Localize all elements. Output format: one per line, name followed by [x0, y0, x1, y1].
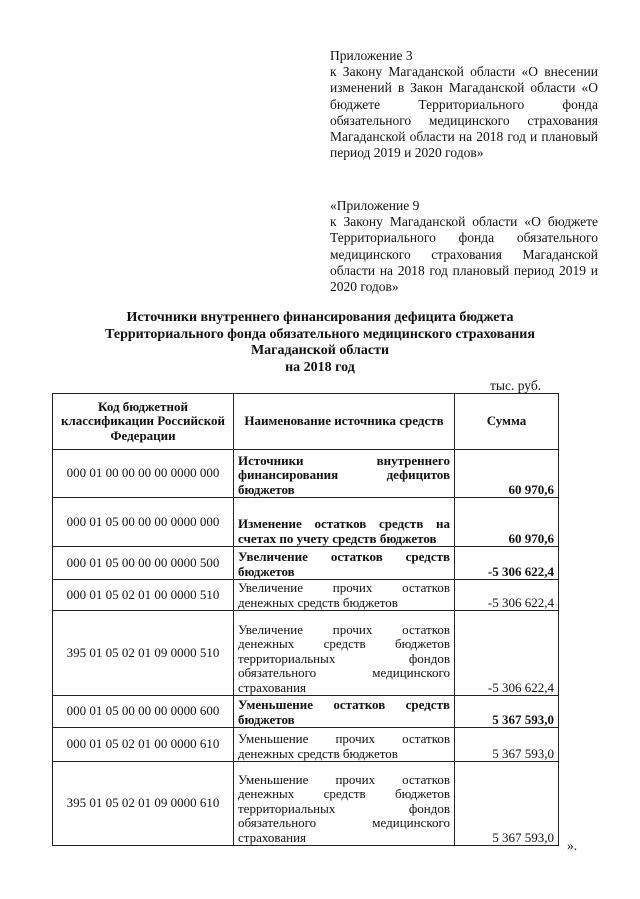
row-code: 395 01 05 02 01 09 0000 610	[53, 762, 234, 846]
units-label: тыс. руб.	[490, 378, 542, 393]
appendix-9-block	[330, 198, 598, 295]
row-sum: 5 367 593,0	[455, 728, 559, 762]
table-header-row	[53, 394, 559, 450]
table-row	[53, 728, 559, 762]
row-code: 000 01 00 00 00 00 0000 000	[53, 450, 234, 498]
appendix-3-title: Приложение 3	[330, 48, 413, 63]
title-line-3: Магаданской области	[250, 343, 390, 358]
row-name: Уменьшение остатков средств бюджетов	[234, 696, 455, 728]
header-code: Код бюджетной классификации Российской Федерации	[53, 394, 234, 450]
title-line-4: на 2018 год	[285, 359, 355, 375]
row-name: Уменьшение прочих остатков денежных средств бюджетов территориальных фондов обязательного медицинского страхования	[234, 762, 455, 846]
header-name: Наименование источника средств	[234, 394, 455, 450]
appendix-9-title: «Приложение 9	[330, 198, 420, 213]
row-sum: -5 306 622,4	[455, 547, 559, 580]
row-sum: -5 306 622,4	[455, 611, 559, 696]
table-row	[53, 450, 559, 498]
row-code: 000 01 05 00 00 00 0000 000	[53, 498, 234, 547]
row-name: Увеличение прочих остатков денежных средств бюджетов территориальных фондов обязательного медицинского страхования	[234, 611, 455, 696]
closing-quote: ».	[567, 838, 578, 853]
title-line-1: Источники внутреннего финансирования дефицита бюджета	[126, 310, 514, 325]
row-sum: -5 306 622,4	[455, 580, 559, 611]
row-code: 000 01 05 02 01 00 0000 610	[53, 728, 234, 762]
row-name: Источники внутреннего финансирования дефицитов бюджетов	[234, 450, 455, 498]
document-title	[40, 310, 600, 376]
appendix-3-text: к Закону Магаданской области «О внесении изменений в Закон Магаданской области «О бюджете Территориального фонда обязательного медицинского страхования Магаданской области на 2018 год и плановый период 2019 и 2020 годов»	[330, 64, 598, 161]
table-row	[53, 498, 559, 547]
row-code: 000 01 05 02 01 00 0000 510	[53, 580, 234, 611]
row-code: 000 01 05 00 00 00 0000 500	[53, 547, 234, 580]
header-sum: Сумма	[455, 394, 559, 450]
row-sum: 5 367 593,0	[455, 696, 559, 728]
row-name: Изменение остатков средств на счетах по учету средств бюджетов	[234, 498, 455, 547]
row-name: Увеличение остатков средств бюджетов	[234, 547, 455, 580]
sources-table	[52, 393, 559, 846]
table-row	[53, 611, 559, 696]
appendix-3-block	[330, 48, 598, 161]
title-line-2: Территориального фонда обязательного медицинского страхования	[105, 326, 535, 342]
row-name: Увеличение прочих остатков денежных средств бюджетов	[234, 580, 455, 611]
row-code: 395 01 05 02 01 09 0000 510	[53, 611, 234, 696]
appendix-9-text: к Закону Магаданской области «О бюджете Территориального фонда обязательного медицинского страхования Магаданской области на 2018 год плановый период 2019 и 2020 годов»	[330, 214, 598, 295]
table-row	[53, 762, 559, 846]
row-sum: 5 367 593,0	[455, 762, 559, 846]
row-sum: 60 970,6	[455, 498, 559, 547]
row-code: 000 01 05 00 00 00 0000 600	[53, 696, 234, 728]
table-row	[53, 547, 559, 580]
row-sum: 60 970,6	[455, 450, 559, 498]
row-name: Уменьшение прочих остатков денежных средств бюджетов	[234, 728, 455, 762]
table-row	[53, 580, 559, 611]
table-row	[53, 696, 559, 728]
